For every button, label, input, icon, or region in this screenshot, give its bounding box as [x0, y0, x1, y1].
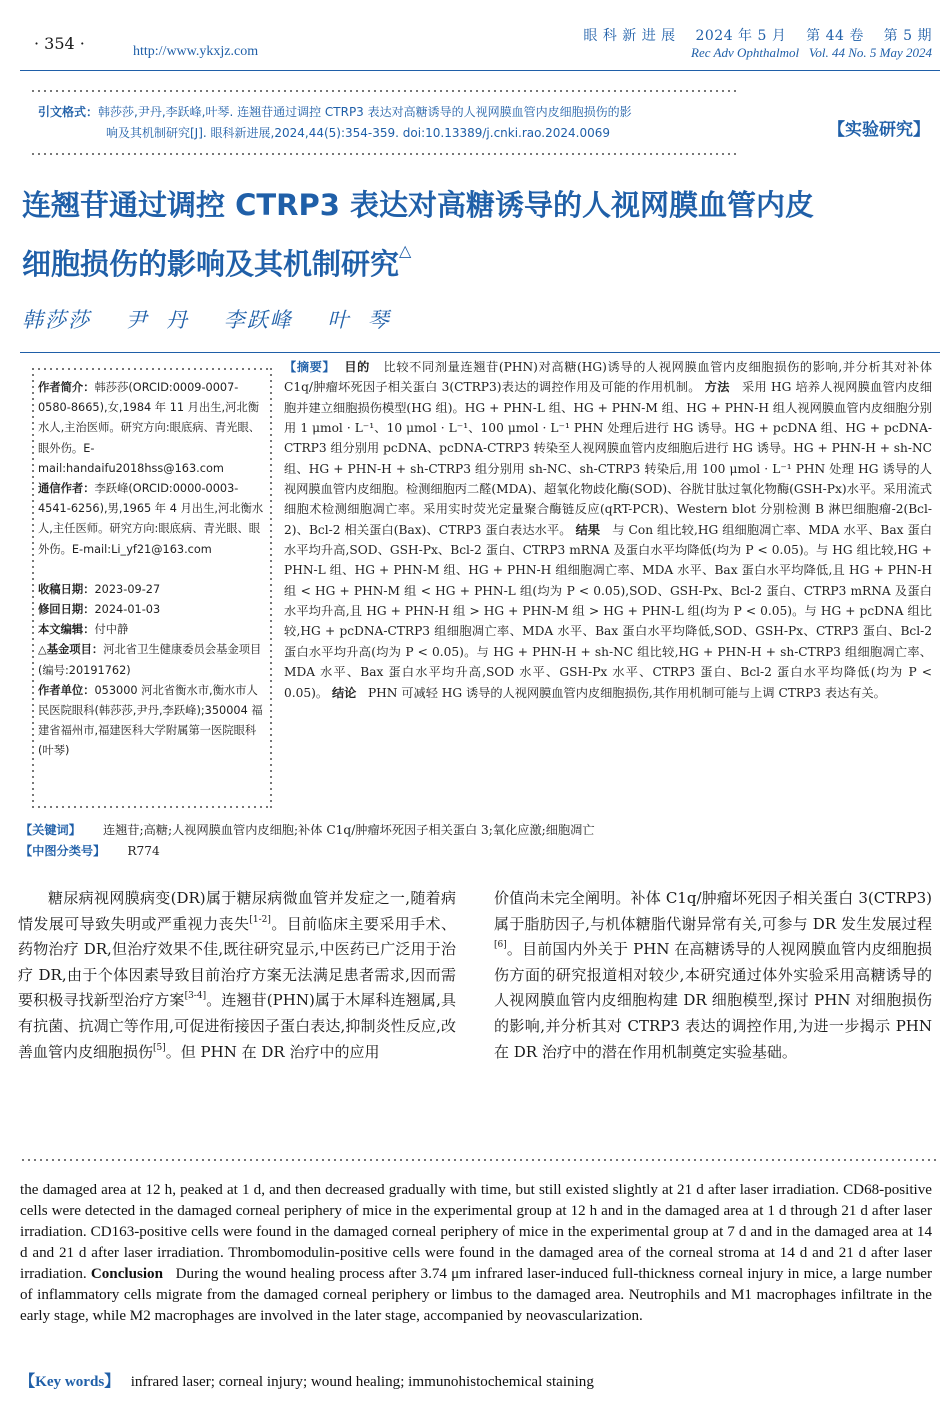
objective-text: 比较不同剂量连翘苷(PHN)对高糖(HG)诱导的人视网膜血管内皮细胞损伤的影响,并分析其对补体 C1q/肿瘤坏死因子相关蛋白 3(CTRP3)表达的调控作用及可能的作用机制。	[284, 360, 933, 395]
author-unit: 作者单位：053000 河北省衡水市,衡水市人民医院眼科(韩莎莎,尹丹,李跃峰);350004 福建省福州市,福建医科大学附属第一医院眼科(叶琴)	[38, 683, 263, 758]
english-separator	[20, 1157, 940, 1163]
english-keywords-label: 【Key words】	[20, 1374, 120, 1390]
english-conclusion-label: Conclusion	[90, 1266, 163, 1282]
body-left-column	[18, 886, 456, 1065]
results-text: 与 Con 组比较,HG 组细胞凋亡率、MDA 水平、Bax 蛋白水平均升高,SOD、GSH-Px、Bcl-2 蛋白、CTRP3 mRNA 及蛋白水平均降低(均为 P < 0.05)。与 HG 组比较,HG + PHN-L 组、HG + PHN-M 组、HG + PHN-H 组细胞凋亡率、MDA 水平、Bax 蛋白水平均降低,且 HG + PHN-H 组 < HG + PHN-M 组 < HG + PHN-L 组(均为 P < 0.05),SOD、GSH-Px、Bcl-2 蛋白、CTRP3 mRNA 及蛋白水平均升高,且 HG + PHN-H 组 > HG + PHN-M 组 > HG + PHN-L 组(均为 P < 0.05)。与 HG + pcDNA 组比较,HG + pcDNA-CTRP3 组细胞凋亡率、MDA 水平、Bax 蛋白水平均降低,SOD、GSH-Px、CTRP3 蛋白、Bcl-2 蛋白水平均升高(均为 P < 0.05)。与 HG + PHN-H + sh-NC 组比较,HG + PHN-H + sh-CTRP3 组细胞凋亡率、MDA 水平、Bax 蛋白水平均升高,SOD 水平、GSH-Px 水平、CTRP3 蛋白、Bcl-2 蛋白水平均降低(均为 P < 0.05)。	[284, 522, 933, 700]
author-sidebar	[38, 378, 266, 762]
english-keywords-row	[20, 1370, 594, 1391]
conclusion-text: PHN 可减轻 HG 诱导的人视网膜血管内皮细胞损伤,其作用机制可能与上调 CTRP3 表达有关。	[367, 685, 886, 700]
citation-border-top	[30, 88, 738, 94]
body-right-column: 价值尚未完全阐明。补体 C1q/肿瘤坏死因子相关蛋白 3(CTRP3)属于脂肪因子,与机体糖脂代谢异常有关,可参与 DR 发生发展过程[6]。目前国内外关于 PHN 在高糖诱导的人视网膜血管内皮细胞损伤方面的研究报道相对较少,本研究通过体外实验采用高糖诱导的人视网膜血管内皮细胞构建 DR 细胞模型,探讨 PHN 对细胞损伤的影响,并分析其对 CTRP3 表达的调控作用,为进一步揭示 PHN 在 DR 治疗中的潜在作用机制奠定实验基础。	[494, 889, 932, 1061]
sidebar-border-bottom	[30, 804, 270, 810]
english-text-2: During the wound healing process after 3.74 μm infrared laser-induced full-thickness corneal injury in mice, a large number of inflammatory cells migrate from the damaged corneal periphery or limbus to the damaged area. Neutrophils and M1 macrophages infiltrate in the early stage, while M2 macrophages are involved in the later stage, accompanied by neovascularization.	[20, 1266, 932, 1324]
authors: 韩莎莎 尹 丹 李跃峰 叶 琴	[22, 308, 391, 332]
classification-row	[20, 841, 160, 861]
title-line1: 连翘苷通过调控 CTRP3 表达对高糖诱导的人视网膜血管内皮	[22, 188, 815, 222]
citation-ref[interactable]: [1-2]	[249, 914, 271, 925]
section-label: 【实验研究】	[828, 120, 930, 140]
corresponding-author: 通信作者：李跃峰(ORCID:0000-0003-4541-6256),男,1965 年 4 月出生,河北衡水人,主任医师。研究方向:眼底病、青光眼、眼外伤。E-mail:Li_yf21@163.com	[38, 482, 264, 556]
methods-text: 采用 HG 培养人视网膜血管内皮细胞并建立细胞损伤模型(HG 组)。HG + PHN-L 组、HG + PHN-M 组、HG + PHN-H 组人视网膜血管内皮细胞分别用 1 μmol · L⁻¹、10 μmol · L⁻¹、100 μmol · L⁻¹ PHN 处理后进行 HG 诱导。HG + pcDNA 组、HG + pcDNA-CTRP3 组分别用 pcDNA、pcDNA-CTRP3 转染至人视网膜血管内皮细胞后进行 HG 诱导。HG + PHN-H + sh-NC 组、HG + PHN-H + sh-CTRP3 组分别用 sh-NC、sh-CTRP3 转染后,用 100 μmol · L⁻¹ PHN 处理 HG 诱导的人视网膜血管内皮细胞。检测细胞丙二醛(MDA)、超氧化物歧化酶(SOD)、谷胱甘肽过氧化物酶(GSH-Px)水平。采用流式细胞术检测细胞凋亡率。采用实时荧光定量聚合酶链反应(qRT-PCR)、Western blot 分别检测 B 淋巴细胞瘤-2(Bcl-2)、Bcl-2 相关蛋白(Bax)、CTRP3 蛋白表达水平。	[284, 380, 933, 537]
page-number: · 354 ·	[34, 34, 85, 53]
authors-rule	[20, 352, 940, 353]
journal-info-en: Rec Adv Ophthalmol Vol. 44 No. 5 May 2024	[691, 45, 932, 60]
methods-label: 方法	[704, 380, 730, 395]
sidebar-border-top	[30, 366, 270, 372]
citation-ref[interactable]: [5]	[153, 1042, 166, 1053]
citation-ref[interactable]: [6]	[494, 940, 507, 951]
title-line2: 细胞损伤的影响及其机制研究	[22, 247, 400, 281]
citation-block	[38, 102, 778, 144]
english-keywords-text: infrared laser; corneal injury; wound healing; immunohistochemical staining	[130, 1374, 594, 1390]
citation-label: 引文格式：	[38, 105, 99, 119]
english-abstract	[20, 1180, 932, 1327]
keywords-row	[20, 820, 595, 840]
author-intro: 作者简介：韩莎莎(ORCID:0009-0007-0580-8665),女,1984 年 11 月出生,河北衡水人,主治医师。研究方向:眼底病、青光眼、眼外伤。E-mail:handaifu2018hss@163.com	[38, 381, 261, 475]
objective-label: 目的	[344, 360, 370, 374]
header-rule	[20, 70, 940, 71]
editor: 本文编辑：付中静	[38, 623, 129, 637]
sidebar-border-left	[30, 366, 36, 810]
body-paragraph-1: 糖尿病视网膜病变(DR)属于糖尿病微血管并发症之一,随着病情发展可导致失明或严重视力丧失[1-2]。目前临床主要采用手术、药物治疗 DR,但治疗效果不佳,既往研究显示,中医药已广泛用于治疗 DR,由于个体因素导致目前治疗方案无法满足患者需求,因而需要积极寻找新型治疗方案[3-4]。连翘苷(PHN)属于木犀科连翘属,具有抗菌、抗凋亡等作用,可促进衔接因子蛋白表达,抑制炎性反应,改善血管内皮细胞损伤[5]。但 PHN 在 DR 治疗中的应用	[18, 889, 456, 1061]
classification-text: R774	[127, 844, 160, 858]
fund-project: △基金项目：河北省卫生健康委员会基金项目(编号:20191762)	[38, 643, 262, 677]
citation-ref[interactable]: [3-4]	[184, 991, 207, 1002]
article-title	[22, 182, 937, 287]
abstract-label: 【摘要】	[284, 360, 336, 374]
journal-url[interactable]: http://www.ykxjz.com	[133, 44, 259, 59]
abstract	[284, 357, 932, 703]
classification-label: 【中图分类号】	[20, 844, 106, 858]
citation-line1: 韩莎莎,尹丹,李跃峰,叶琴. 连翘苷通过调控 CTRP3 表达对高糖诱导的人视网膜血管内皮细胞损伤的影	[98, 105, 632, 119]
english-text-1: the damaged area at 12 h, peaked at 1 d, and then decreased gradually with time, but still existed slightly at 21 d after laser irradiation. CD68-positive cells were detected in the damaged corneal periphery of mice in the experimental group at 12 h and in the damaged area at 1 d through 21 d after laser irradiation. CD163-positive cells were found in the damaged corneal periphery of mice in the experimental group at 7 d and in the damaged area at 14 d and 21 d after laser irradiation. Thrombomodulin-positive cells were found in the damaged area of the corneal stroma at 14 d and 21 d after laser irradiation.	[20, 1182, 932, 1282]
results-label: 结果	[575, 522, 601, 537]
fund-mark: △	[399, 241, 412, 260]
received-date: 收稿日期：2023-09-27	[38, 582, 161, 596]
journal-info-cn: 眼 科 新 进 展 2024 年 5 月 第 44 卷 第 5 期	[583, 28, 932, 44]
revised-date: 修回日期：2024-01-03	[38, 603, 161, 617]
conclusion-label: 结论	[331, 685, 357, 700]
citation-line2: 响及其机制研究[J]. 眼科新进展,2024,44(5):354-359. doi:10.13389/j.cnki.rao.2024.0069	[106, 126, 610, 140]
citation-border-bottom	[30, 151, 738, 157]
sidebar-border-right	[268, 366, 274, 810]
keywords-text: 连翘苷;高糖;人视网膜血管内皮细胞;补体 C1q/肿瘤坏死因子相关蛋白 3;氧化应激;细胞凋亡	[102, 823, 595, 837]
keywords-label: 【关键词】	[20, 823, 81, 837]
